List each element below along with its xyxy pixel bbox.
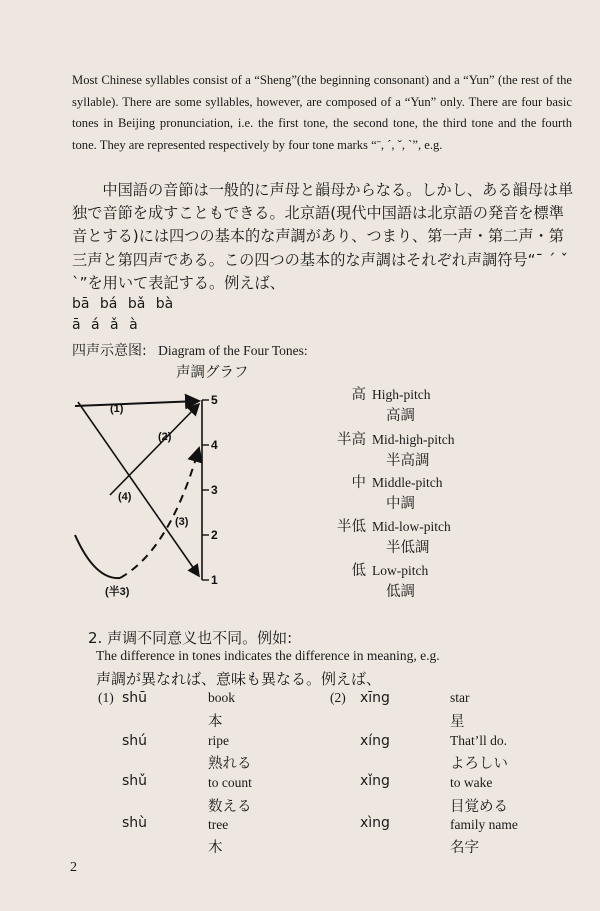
tone3-dip — [75, 535, 120, 578]
tone-legend-0 — [324, 383, 431, 425]
tone4-line — [78, 402, 199, 576]
example-en: family name — [450, 817, 518, 832]
tone-cj: 半高 — [337, 432, 366, 448]
tone4-label: (4) — [118, 491, 132, 503]
example-en: ripe — [208, 733, 229, 748]
example-ja: 熟れる — [208, 756, 252, 772]
example-ja: よろしい — [450, 756, 508, 772]
tone-legend-4 — [324, 559, 428, 601]
tone-legend-2 — [324, 471, 443, 513]
tone-cj: 中 — [351, 475, 366, 491]
example-ja: 数える — [208, 799, 252, 815]
tone-en: Low-pitch — [372, 563, 429, 578]
example-pinyin: shù — [122, 815, 148, 831]
tone-ja: 低調 — [386, 584, 415, 600]
example-pinyin: xǐng — [360, 773, 390, 789]
diagram-label-zh: 四声示意图: — [72, 343, 147, 359]
scale-3: 3 — [211, 483, 218, 497]
example-pinyin: xíng — [360, 733, 390, 749]
example-ja: 木 — [208, 840, 223, 856]
tone-en: Mid-high-pitch — [372, 432, 455, 447]
example-en: to wake — [450, 775, 493, 790]
example-num-2: (2) — [330, 690, 346, 705]
tone-en: Middle-pitch — [372, 475, 443, 490]
example-en: star — [450, 690, 470, 705]
tone-ja: 中調 — [386, 496, 415, 512]
tone3-label: (3) — [175, 516, 189, 528]
example-ja: 目覚める — [450, 799, 508, 815]
intro-english: Most Chinese syllables consist of a “Sheng”(the beginning consonant) and a “Yun” (the rest of the syllable). There are some syllables, however, are composed of a “Yun” only. There are four basic tones in Beijing pronunciation, i.e. the first tone, the second tone, the third tone and the fourth tone. They are represented respectively by four tone marks “ˉ, ˊ, ˇ, ˋ”, e.g. — [72, 73, 572, 152]
tone2-label: (2) — [158, 431, 172, 443]
four-tones-diagram — [60, 380, 260, 610]
example-pinyin: xīng — [360, 690, 390, 706]
tone-ja: 高調 — [386, 408, 415, 424]
tone1-label: (1) — [110, 403, 124, 415]
example-en: to count — [208, 775, 252, 790]
example-pinyin: shǔ — [122, 773, 148, 789]
example-num-1: (1) — [98, 690, 114, 705]
section2-english: The difference in tones indicates the difference in meaning, e.g. — [96, 648, 440, 663]
tone2-line — [110, 404, 199, 495]
diagram-label-ja: 声調グラフ — [176, 365, 249, 381]
example-pinyin: shú — [122, 733, 148, 749]
diagram-label-en: Diagram of the Four Tones: — [158, 343, 308, 358]
tone-legend-1 — [324, 428, 455, 470]
tone-cj: 半低 — [337, 519, 366, 535]
section2-japanese: 声調が異なれば、意味も異なる。例えば、 — [96, 670, 382, 688]
page-number: 2 — [70, 860, 77, 875]
example-left-0 — [122, 690, 147, 706]
scale-2: 2 — [211, 528, 218, 542]
scale-1: 1 — [211, 573, 218, 587]
tone-legend-3 — [324, 515, 451, 557]
tone-cj: 高 — [351, 387, 366, 403]
example-ja: 名字 — [450, 840, 479, 856]
tone-cj: 低 — [351, 563, 366, 579]
example-en: That’ll do. — [450, 733, 507, 748]
example-en: book — [208, 690, 235, 705]
tone-en: High-pitch — [372, 387, 431, 402]
intro-japanese: 中国語の音節は一般的に声母と韻母からなる。しかし、ある韻母は単独で音節を成すこともできる。北京語(現代中国語は北京語の発音を標準音とする)には四つの基本的な声調があり、つまり、第一声・第二声・第三声と第四声である。この四つの基本的な声調はそれぞれ声調符号“ˉ ˊ ˇ ˋ”を用いて表記する。例えば、 — [72, 181, 574, 292]
scale-5: 5 — [211, 393, 218, 407]
example-ja: 本 — [208, 714, 223, 730]
half3-label: (半3) — [105, 586, 130, 598]
tone1-line — [75, 401, 199, 406]
pinyin-ba-row: bā bá bǎ bà — [72, 296, 174, 312]
scale-4: 4 — [211, 438, 218, 452]
example-en: tree — [208, 817, 229, 832]
example-ja: 星 — [450, 714, 465, 730]
section2-title: 2. 声调不同意义也不同。例如: — [88, 629, 293, 647]
diagram-label — [72, 340, 308, 360]
tone-ja: 半高調 — [386, 453, 430, 469]
example-pinyin: shū — [122, 690, 148, 706]
tone-en: Mid-low-pitch — [372, 519, 451, 534]
tone-ja: 半低調 — [386, 540, 430, 556]
example-pinyin: xìng — [360, 815, 390, 831]
pinyin-a-row: ā á ǎ à — [72, 317, 138, 333]
